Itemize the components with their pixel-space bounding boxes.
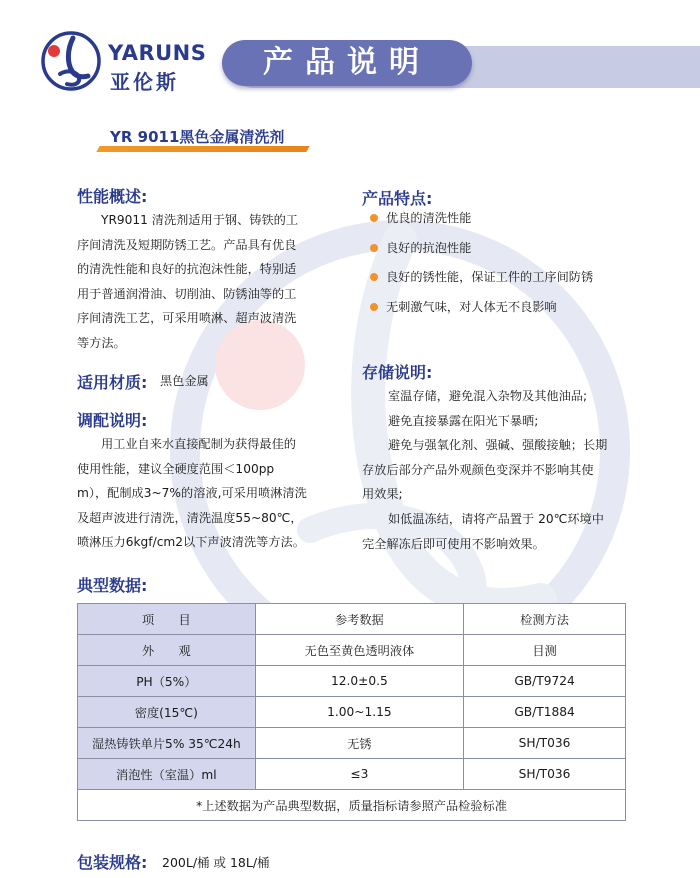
page-title: 产品说明	[263, 45, 431, 80]
feature-text: 良好的抗泡性能	[386, 240, 472, 255]
table-note-row	[78, 790, 626, 821]
performance-line: YR9011 清洗剂适用于钢、铸铁的工	[101, 213, 299, 227]
table-cell: SH/T036	[464, 728, 626, 759]
typical-data-heading: 典型数据:	[77, 576, 148, 595]
table-cell: PH（5%）	[78, 666, 256, 697]
table-cell: 12.0±0.5	[255, 666, 463, 697]
table-cell: 无锈	[255, 728, 463, 759]
preparation-line: 用工业自来水直接配制为获得最佳的	[101, 437, 296, 451]
storage-line: 完全解冻后即可使用不影响效果。	[362, 536, 545, 551]
storage-line: 存放后部分产品外观颜色变深并不影响其使	[362, 462, 594, 477]
product-name-underline	[96, 146, 309, 152]
storage-line: 避免直接暴露在阳光下暴晒;	[388, 413, 539, 428]
table-header-cell: 参考数据	[255, 604, 463, 635]
feature-text: 无刺激气味，对人体无不良影响	[386, 299, 557, 314]
performance-line: 等方法。	[77, 335, 126, 350]
table-row	[78, 759, 626, 790]
table-cell: GB/T1884	[464, 697, 626, 728]
table-cell: 目测	[464, 635, 626, 666]
feature-item	[370, 238, 670, 268]
table-row	[78, 666, 626, 697]
table-cell: 消泡性（室温）ml	[78, 759, 256, 790]
table-cell: 1.00~1.15	[255, 697, 463, 728]
packaging-heading: 包装规格:	[77, 853, 148, 872]
feature-item	[370, 208, 670, 238]
brand-name-cn: 亚伦斯	[110, 70, 179, 94]
table-row	[78, 697, 626, 728]
material-heading: 适用材质:	[77, 373, 148, 392]
features-list	[370, 208, 670, 326]
bullet-dot-icon	[370, 244, 378, 252]
storage-line: 室温存储，避免混入杂物及其他油品;	[388, 389, 588, 403]
table-cell: SH/T036	[464, 759, 626, 790]
performance-line: 序间清洗工艺，可采用喷淋、超声波清洗	[77, 311, 297, 326]
bullet-dot-icon	[370, 214, 378, 222]
table-cell: 湿热铸铁单片5% 35℃24h	[78, 728, 256, 759]
table-header-row	[78, 604, 626, 635]
table-header-cell: 项 目	[78, 604, 256, 635]
feature-item	[370, 297, 670, 327]
storage-line: 用效果;	[362, 487, 403, 502]
packaging-value: 200L/桶 或 18L/桶	[162, 855, 270, 870]
feature-text: 良好的锈性能，保证工件的工序间防锈	[386, 270, 594, 284]
feature-item	[370, 267, 670, 297]
performance-heading: 性能概述:	[77, 187, 148, 206]
brand-name-en: YARUNS	[108, 41, 207, 65]
performance-text	[77, 208, 347, 356]
storage-line: 避免与强氧化剂、强碱、强酸接触；长期	[388, 438, 608, 453]
table-cell: 密度(15℃)	[78, 697, 256, 728]
product-name: YR 9011黑色金属清洗剂	[110, 128, 285, 146]
features-heading: 产品特点:	[362, 189, 433, 208]
preparation-line: m），配制成3~7%的溶液,可采用喷淋清洗	[77, 486, 307, 501]
storage-text	[362, 384, 632, 556]
material-value: 黑色金属	[160, 374, 209, 388]
preparation-line: 及超声波进行清洗，清洗温度55~80℃，	[77, 510, 303, 525]
preparation-line: 喷淋压力6kgf/cm2以下声波清洗等方法。	[77, 535, 305, 550]
preparation-text	[77, 432, 347, 555]
bullet-dot-icon	[370, 273, 378, 281]
typical-data-table	[77, 603, 626, 821]
preparation-line: 使用性能，建议全硬度范围＜100pp	[77, 461, 275, 476]
table-header-cell: 检测方法	[464, 604, 626, 635]
storage-heading: 存储说明:	[362, 363, 433, 382]
storage-line: 如低温冻结，请将产品置于 20℃环境中	[388, 511, 604, 526]
table-row	[78, 635, 626, 666]
bullet-dot-icon	[370, 303, 378, 311]
preparation-heading: 调配说明:	[77, 411, 148, 430]
table-cell: 外 观	[78, 635, 256, 666]
table-note: *上述数据为产品典型数据，质量指标请参照产品检验标准	[78, 790, 626, 821]
table-cell: GB/T9724	[464, 666, 626, 697]
table-row	[78, 728, 626, 759]
brand-logo-icon	[40, 30, 102, 92]
performance-line: 的清洗性能和良好的抗泡沫性能，特别适	[77, 262, 297, 277]
table-cell: 无色至黄色透明液体	[255, 635, 463, 666]
feature-text: 优良的清洗性能	[386, 211, 472, 225]
performance-line: 用于普通润滑油、切削油、防锈油等的工	[77, 286, 297, 301]
table-cell: ≤3	[255, 759, 463, 790]
performance-line: 序间清洗及短期防锈工艺。产品具有优良	[77, 237, 297, 252]
